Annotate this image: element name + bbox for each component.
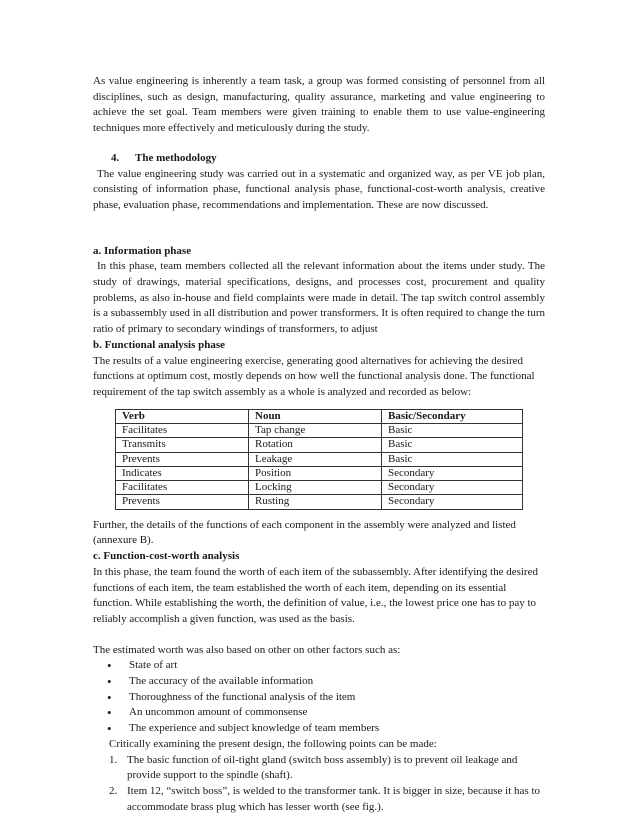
methodology-number: 4. bbox=[111, 151, 120, 164]
list-item: • Thoroughness of the functional analysis of the item bbox=[107, 690, 545, 706]
intro-paragraph: As value engineering is inherently a team task, a group was formed consisting of personnel from all disciplines, such as design, manufacturing, quality assurance, marketing and value engineering to achieve the set goal. Team members were given training to enable them to use value-engineering techniques more effectively and meticulously during the study. bbox=[93, 75, 545, 135]
document-page bbox=[93, 74, 545, 815]
table-cell: Rotation bbox=[249, 438, 382, 452]
methodology-paragraph: The value engineering study was carried out in a systematic and organized way, as per VE job plan, consisting of information phase, functional analysis phase, functional-cost-worth analysis, creative phase, evaluation phase, recommendations and implementation. These are now discussed. bbox=[93, 167, 545, 211]
methodology-title: The methodology bbox=[135, 151, 217, 164]
table-cell: Rusting bbox=[249, 495, 382, 509]
table-cell: Prevents bbox=[116, 452, 249, 466]
table-header-type: Basic/Secondary bbox=[382, 409, 523, 423]
worth-intro: The estimated worth was also based on other on other factors such as: bbox=[93, 643, 401, 656]
table-row bbox=[116, 466, 523, 480]
table-cell: Secondary bbox=[382, 495, 523, 509]
table-cell: Basic bbox=[382, 438, 523, 452]
function-table-wrapper bbox=[115, 409, 545, 510]
point-text: The basic function of oil-tight gland (switch boss assembly) is to prevent oil leakage and provide support to the spindle (shaft). bbox=[127, 753, 518, 782]
list-item: • The accuracy of the available information bbox=[107, 674, 545, 690]
table-cell: Basic bbox=[382, 423, 523, 437]
table-row bbox=[116, 495, 523, 509]
table-cell: Secondary bbox=[382, 466, 523, 480]
table-header-noun: Noun bbox=[249, 409, 382, 423]
information-phase-heading: a. Information phase bbox=[93, 244, 192, 257]
list-item: • The experience and subject knowledge of team members bbox=[107, 721, 545, 737]
list-item: • State of art bbox=[107, 658, 545, 674]
fcw-heading: c. Function-cost-worth analysis bbox=[93, 550, 240, 563]
table-row bbox=[116, 438, 523, 452]
worth-factor-list bbox=[93, 658, 545, 737]
table-header-row bbox=[116, 409, 523, 423]
table-cell: Leakage bbox=[249, 452, 382, 466]
functional-analysis-heading: b. Functional analysis phase bbox=[93, 338, 226, 351]
point-number: 1. bbox=[109, 753, 118, 766]
table-cell: Indicates bbox=[116, 466, 249, 480]
point-number: 2. bbox=[109, 784, 118, 797]
table-cell: Tap change bbox=[249, 423, 382, 437]
table-cell: Locking bbox=[249, 481, 382, 495]
table-cell: Transmits bbox=[116, 438, 249, 452]
function-table bbox=[115, 409, 523, 510]
list-item bbox=[109, 753, 545, 784]
table-cell: Prevents bbox=[116, 495, 249, 509]
table-cell: Position bbox=[249, 466, 382, 480]
table-cell: Basic bbox=[382, 452, 523, 466]
fcw-paragraph: In this phase, the team found the worth of each item of the subassembly. After identifying the desired functions of each item, the team established the worth of each item, depending on its essential function. While establishing the worth, the definition of value, i.e., the lowest price one has to pay to reliably accomplish a given function, was used as the basis. bbox=[93, 565, 538, 625]
functional-analysis-paragraph: The results of a value engineering exercise, generating good alternatives for achieving the desired functions at optimum cost, mostly depends on how well the functional analysis done. The functional requirement of the tap switch assembly as a whole is analyzed and recorded as below: bbox=[93, 354, 535, 398]
list-item: • An uncommon amount of commonsense bbox=[107, 705, 545, 721]
table-cell: Secondary bbox=[382, 481, 523, 495]
list-item bbox=[109, 784, 545, 815]
methodology-heading bbox=[111, 151, 545, 167]
critical-intro: Critically examining the present design, the following points can be made: bbox=[109, 737, 437, 750]
point-text: Item 12, “switch boss”, is welded to the transformer tank. It is bigger in size, because it has to accommodate brass plug which has lesser worth (see fig.). bbox=[127, 784, 541, 813]
after-table-paragraph: Further, the details of the functions of each component in the assembly were analyzed and listed (annexure B). bbox=[93, 518, 516, 547]
information-phase-paragraph: In this phase, team members collected all the relevant information about the items under study. The study of drawings, material specifications, designs, and processes cost, procurement and quality problems, as also in-house and field complaints were made in detail. The tap switch control assembly is a subassembly used in all distribution and power transformers. It is often required to change the turn ratio of primary to secondary windings of transformers, to adjust bbox=[93, 260, 545, 336]
table-header-verb: Verb bbox=[116, 409, 249, 423]
table-cell: Facilitates bbox=[116, 423, 249, 437]
table-row bbox=[116, 452, 523, 466]
table-row bbox=[116, 423, 523, 437]
points-list bbox=[93, 753, 545, 816]
table-cell: Facilitates bbox=[116, 481, 249, 495]
table-row bbox=[116, 481, 523, 495]
